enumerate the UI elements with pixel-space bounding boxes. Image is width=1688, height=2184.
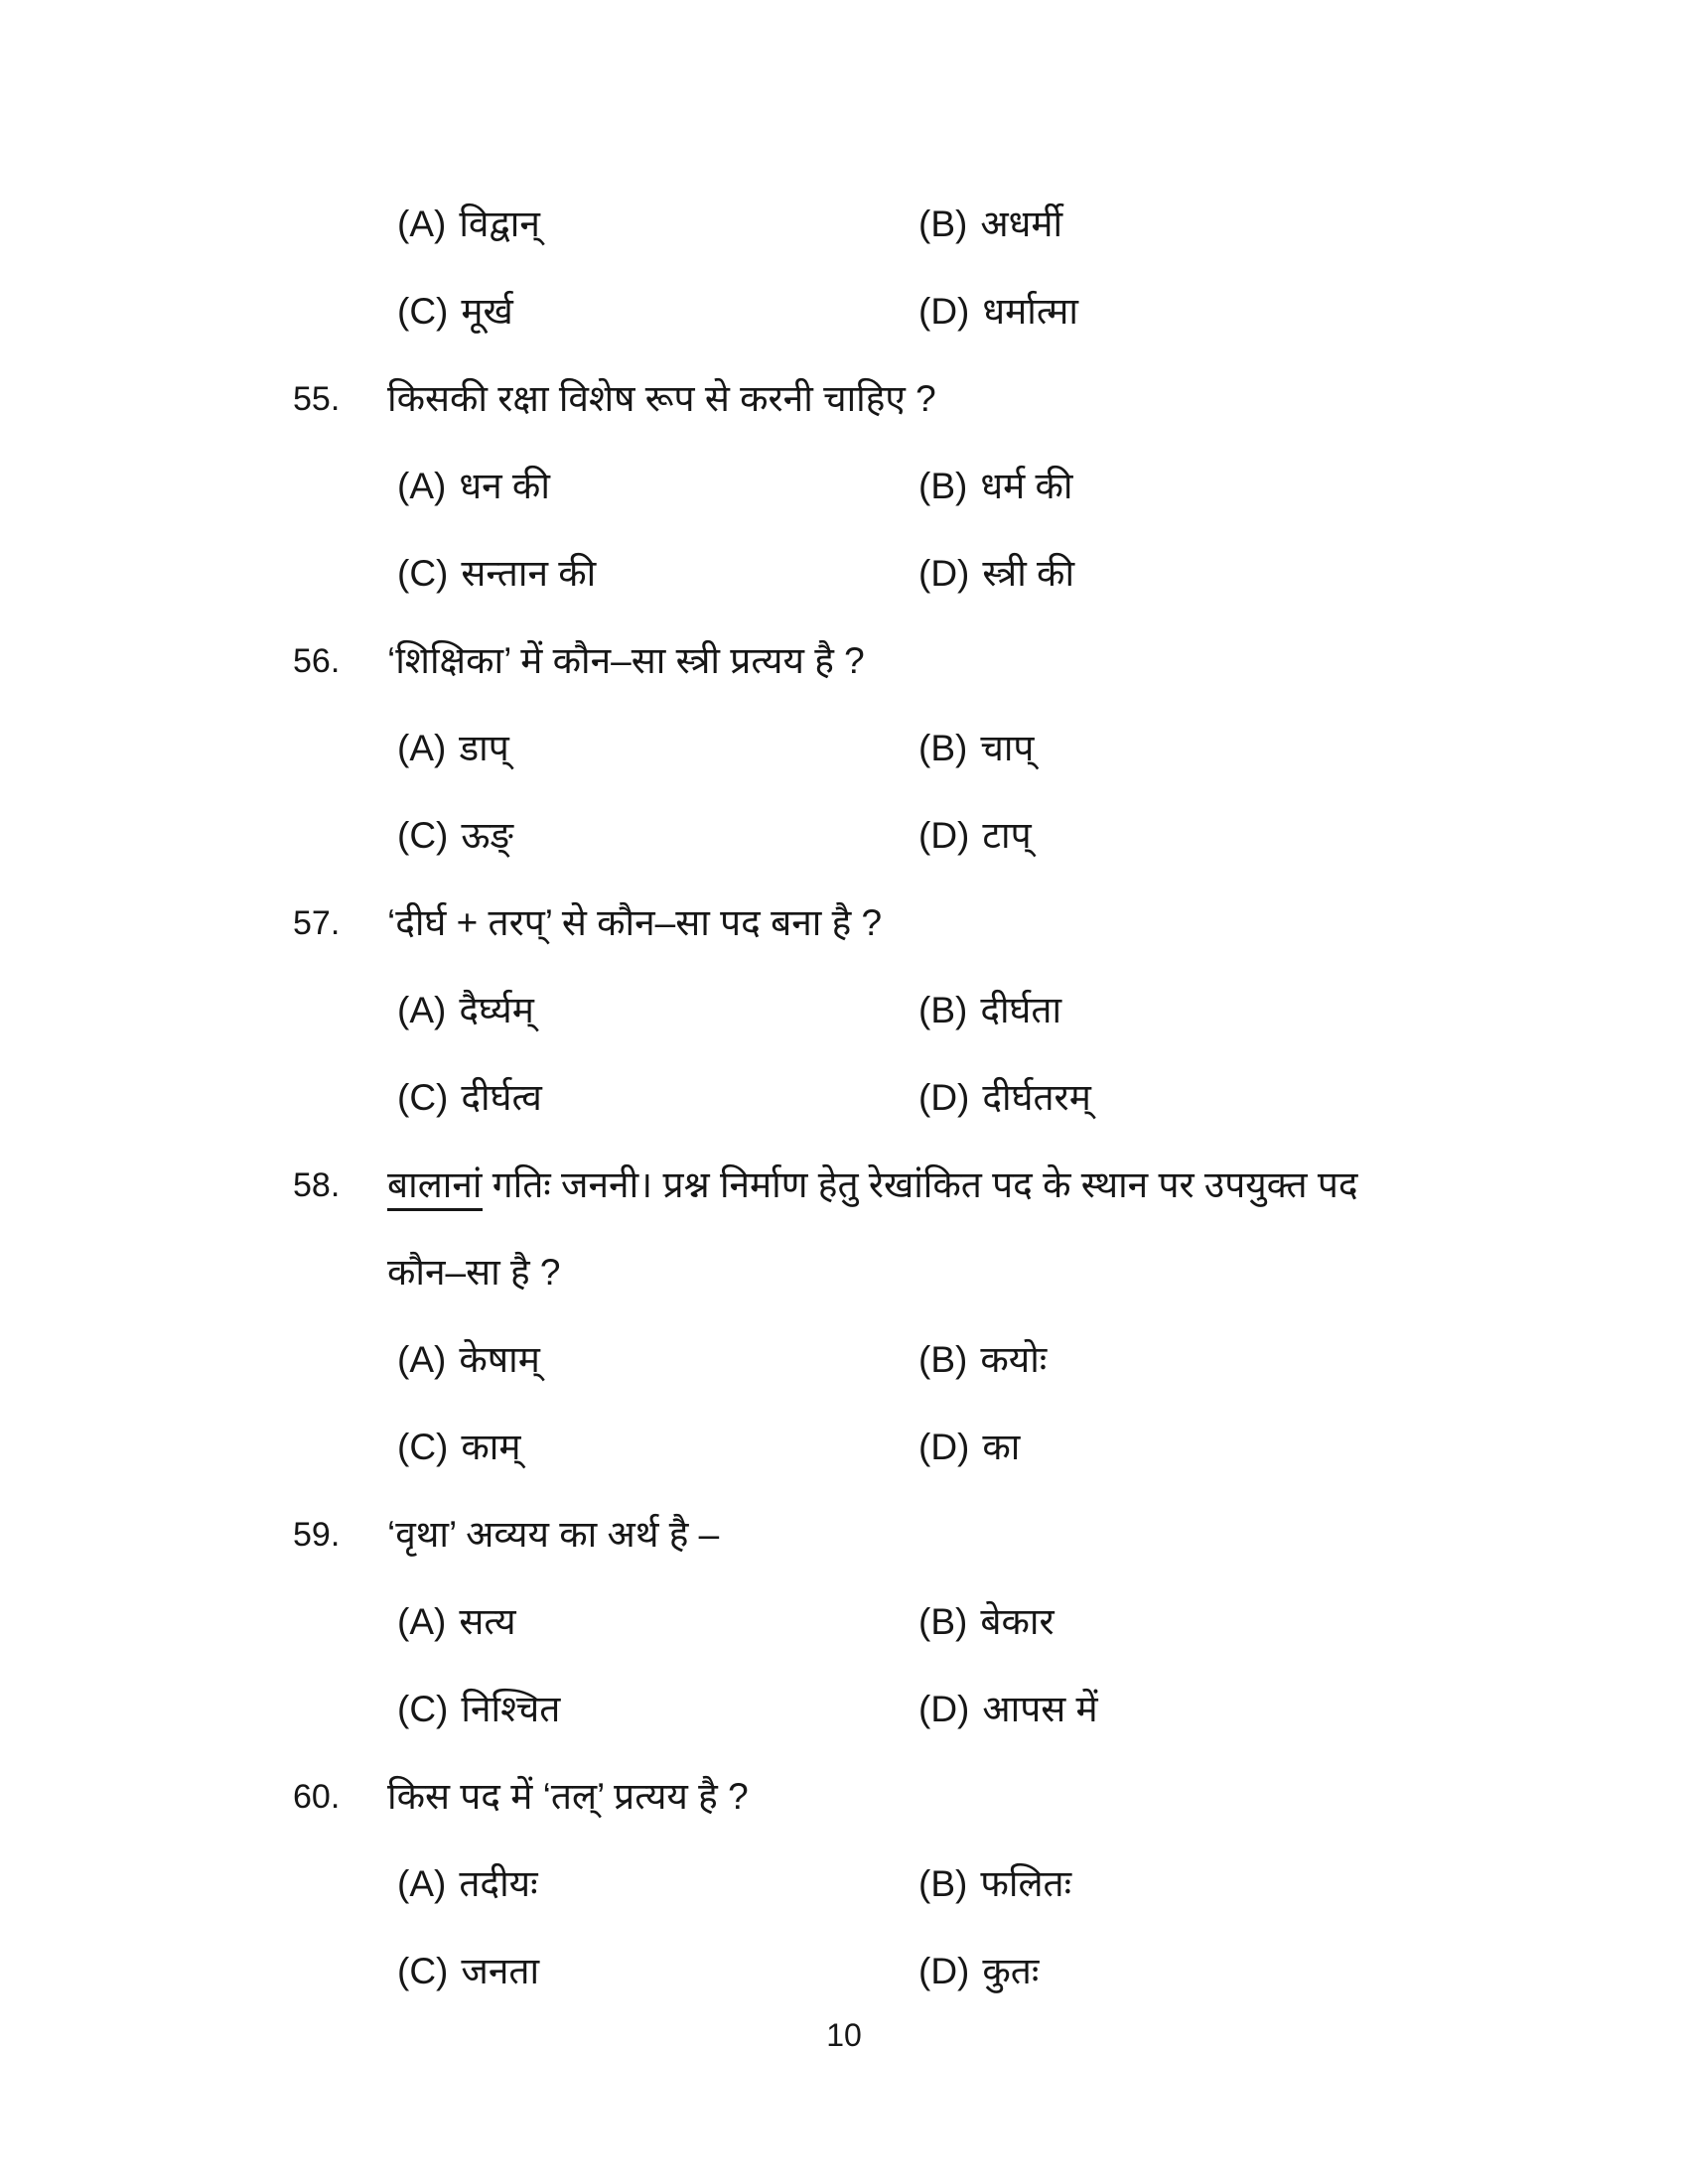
question-58-options-row-2 (293, 1422, 1484, 1509)
question-57-options-row-2 (293, 1072, 1484, 1160)
option-text: धर्म की (980, 466, 1073, 506)
option-text: अधर्मी (980, 204, 1063, 244)
option-label: (D) (918, 1689, 970, 1729)
option-a (397, 461, 918, 512)
option-label: (A) (397, 204, 447, 244)
option-text: दीर्घतरम् (982, 1077, 1091, 1118)
option-label: (C) (397, 815, 449, 856)
option-b (918, 1858, 1071, 1910)
question-text: किसकी रक्षा विशेष रूप से करनी चाहिए ? (387, 378, 936, 419)
carryover-options-row-2 (293, 286, 1484, 373)
carryover-option-c (397, 286, 918, 338)
question-55 (293, 373, 1484, 461)
option-text: विद्वान् (459, 204, 540, 244)
question-59-options-row-2 (293, 1684, 1484, 1771)
option-c (397, 1684, 918, 1735)
option-c (397, 1072, 918, 1124)
option-text: जनता (461, 1951, 540, 1991)
option-text: ऊङ् (461, 815, 513, 856)
option-text: धन की (459, 466, 550, 506)
question-60-options-row-1 (293, 1858, 1484, 1946)
option-text: आपस में (982, 1689, 1098, 1729)
question-number: 59. (293, 1516, 341, 1554)
option-label: (B) (918, 466, 968, 506)
option-a (397, 985, 918, 1036)
option-text: डाप् (459, 728, 509, 768)
option-a (397, 1596, 918, 1648)
option-label: (C) (397, 291, 449, 332)
page-number: 10 (826, 2017, 862, 2053)
question-text: किस पद में ‘तल्’ प्रत्यय है ? (387, 1776, 749, 1817)
option-label: (A) (397, 990, 447, 1030)
option-text: स्त्री की (982, 553, 1075, 594)
option-text: मूर्ख (461, 291, 513, 332)
option-a (397, 723, 918, 774)
question-text-continuation: गतिः जननी। प्रश्न निर्माण हेतु रेखांकित पद के स्थान पर उपयुक्त पद (492, 1164, 1358, 1205)
question-56-options-row-1 (293, 723, 1484, 810)
question-number: 56. (293, 642, 341, 680)
option-label: (A) (397, 1601, 447, 1642)
option-d (918, 1072, 1091, 1124)
underlined-word: बालानां (387, 1164, 483, 1211)
option-c (397, 810, 918, 862)
option-label: (A) (397, 466, 447, 506)
option-label: (B) (918, 1339, 968, 1380)
option-text: कयोः (980, 1339, 1048, 1380)
option-label: (B) (918, 204, 968, 244)
option-label: (C) (397, 1077, 449, 1118)
option-label: (D) (918, 1427, 970, 1467)
option-label: (D) (918, 291, 970, 332)
option-text: दीर्घता (980, 990, 1062, 1030)
option-b (918, 1334, 1047, 1386)
option-text: का (982, 1427, 1021, 1467)
question-text: ‘शिक्षिका’ में कौन–सा स्त्री प्रत्यय है ? (387, 640, 865, 681)
question-60 (293, 1771, 1484, 1858)
option-text: दैर्घ्यम् (459, 990, 534, 1030)
option-label: (B) (918, 728, 968, 768)
page-content (293, 199, 1484, 2033)
option-text: फलितः (980, 1863, 1072, 1904)
carryover-option-b (918, 199, 1062, 250)
option-text: सत्य (459, 1601, 516, 1642)
option-text: निश्चित (461, 1689, 561, 1729)
option-label: (A) (397, 728, 447, 768)
question-55-options-row-2 (293, 548, 1484, 635)
option-label: (C) (397, 1427, 449, 1467)
question-text: ‘वृथा’ अव्यय का अर्थ है – (387, 1514, 720, 1555)
option-label: (D) (918, 1077, 970, 1118)
option-b (918, 985, 1061, 1036)
option-d (918, 1946, 1039, 1997)
question-58-options-row-1 (293, 1334, 1484, 1422)
option-label: (C) (397, 1689, 449, 1729)
option-label: (B) (918, 1863, 968, 1904)
question-60-options-row-2 (293, 1946, 1484, 2033)
option-b (918, 461, 1073, 512)
option-label: (D) (918, 1951, 970, 1991)
question-number: 60. (293, 1778, 341, 1816)
option-label: (C) (397, 553, 449, 594)
question-58-line-1 (293, 1160, 1484, 1247)
option-b (918, 723, 1034, 774)
option-d (918, 548, 1074, 600)
carryover-option-d (918, 286, 1078, 338)
option-c (397, 1422, 918, 1473)
option-text: टाप् (982, 815, 1032, 856)
option-label: (B) (918, 990, 968, 1030)
question-55-options-row-1 (293, 461, 1484, 548)
option-text: चाप् (980, 728, 1035, 768)
carryover-options-row-1 (293, 199, 1484, 286)
option-d (918, 1422, 1020, 1473)
option-text: दीर्घत्व (461, 1077, 542, 1118)
question-text (387, 1160, 1358, 1211)
question-text: ‘दीर्घ + तरप्’ से कौन–सा पद बना है ? (387, 902, 883, 943)
option-text: काम् (461, 1427, 521, 1467)
option-label: (D) (918, 553, 970, 594)
option-text: केषाम् (459, 1339, 540, 1380)
option-text: धर्मात्मा (982, 291, 1078, 332)
option-label: (C) (397, 1951, 449, 1991)
option-a (397, 1858, 918, 1910)
option-text: कुतः (982, 1951, 1040, 1991)
question-59 (293, 1509, 1484, 1596)
option-label: (A) (397, 1339, 447, 1380)
question-59-options-row-1 (293, 1596, 1484, 1684)
option-c (397, 1946, 918, 1997)
option-text: तदीयः (459, 1863, 538, 1904)
option-label: (D) (918, 815, 970, 856)
question-number: 55. (293, 380, 341, 418)
option-c (397, 548, 918, 600)
option-d (918, 1684, 1098, 1735)
question-58-line-2 (293, 1247, 1484, 1334)
option-label: (A) (397, 1863, 447, 1904)
question-57 (293, 897, 1484, 985)
question-number: 58. (293, 1166, 341, 1204)
question-56-options-row-2 (293, 810, 1484, 897)
option-text: सन्तान की (461, 553, 597, 594)
option-label: (B) (918, 1601, 968, 1642)
option-a (397, 1334, 918, 1386)
question-57-options-row-1 (293, 985, 1484, 1072)
carryover-option-a (397, 199, 918, 250)
option-text: बेकार (980, 1601, 1055, 1642)
question-text: कौन–सा है ? (387, 1252, 561, 1293)
option-b (918, 1596, 1055, 1648)
question-number: 57. (293, 904, 341, 942)
question-56 (293, 635, 1484, 723)
option-d (918, 810, 1032, 862)
